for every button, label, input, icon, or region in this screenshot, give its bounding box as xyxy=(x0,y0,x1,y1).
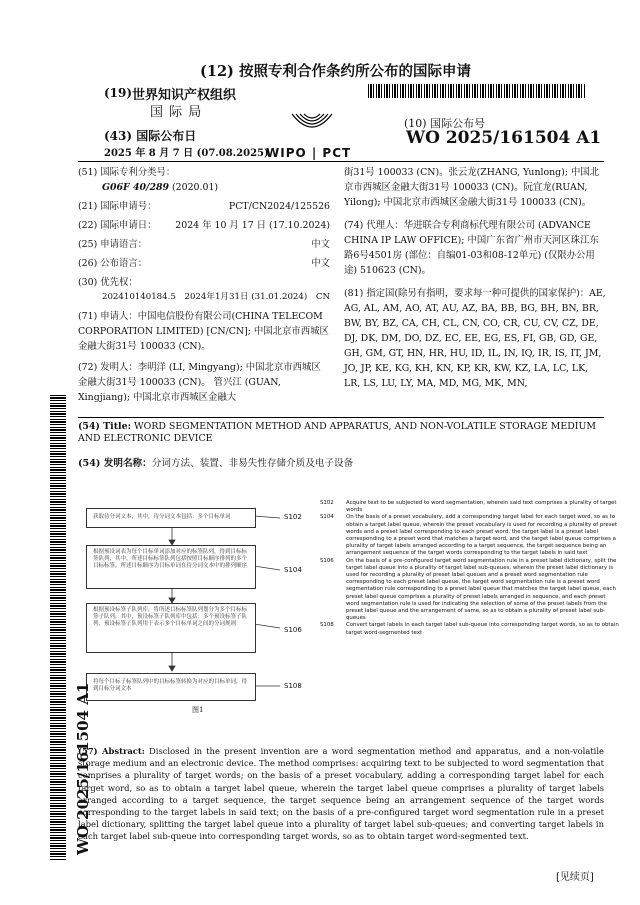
wipo-emblem-icon xyxy=(282,110,342,150)
side-pub-number: WO 2025/161504 A1 xyxy=(74,682,92,855)
filing-lang-label: (25) 申请语言： xyxy=(78,239,148,250)
flow-box-s104: 根据预设词表为每个目标单词添加对应的标签队列，得到目标标签队列，其中，所述目标标签队列包括按照目标顺序排列的多个目标标签，所述目标顺序为目标单词在待分词文本中的排列顺序 xyxy=(86,545,256,589)
class-label: (51) 国际专利分类号： xyxy=(78,167,176,178)
flow-label-s108: S108 xyxy=(284,682,302,690)
flow-box-s108: 将每个目标子标签队列中的目标标签转换为对应的目标单词，得到目标分词文本 xyxy=(86,673,256,701)
flow-label-s106: S106 xyxy=(284,626,302,634)
step-s108: S108 Convert target labels in each target label sub-queue into corresponding target words, so as to obtain target word-segmented text xyxy=(320,622,619,636)
priority-number: 202410140184.5 xyxy=(102,292,176,302)
abstract-label: (57) Abstract: xyxy=(78,746,145,756)
appno-value: PCT/CN2024/125526 xyxy=(228,201,330,212)
inventors-continued: 街31号 100033 (CN)。张云龙(ZHANG, Yunlong); 中国北京市西城区金融大街31号 100033 (CN)。阮宜龙(RUAN, Yilong); 中国北京市西城区金融大街31号 100033 (CN)。 xyxy=(344,167,600,208)
step-s106: S106 On the basis of a pre-configured target word segmentation rule in a preset label dictionary, split the target label queue into a plurality of target label sub-queues, wherein the preset label dictionary is used for recording a plurality of preset label queues and a preset word segmentation rule corresponding to each preset label queue, the target word segmentation rule is a preset word segmentation rule corresponding to a preset label queue that matches the target label queue, each preset label queue comprises a plurality of preset labels arranged in sequence, and each preset word segmentation rule is used for indicating the selection of some of the preset labels from the preset label queue and the arrangement of same, so as to obtain a plurality of preset label sub-queues xyxy=(320,557,617,622)
flow-label-s104: S104 xyxy=(284,566,302,574)
flow-box-s102: 获取待分词文本，其中，待分词文本包括：多个目标单词 xyxy=(86,508,256,528)
barcode xyxy=(368,84,586,98)
agent: (74) 代理人：华进联合专利商标代理有限公司 (ADVANCE CHINA IP LAW OFFICE); 中国广东省广州市天河区珠江东路6号4501房 (部位：自编01-03和08-12单元) (仅限办公用途) 510623 (CN)。 xyxy=(344,220,599,276)
title-en xyxy=(78,421,604,445)
pub-number: WO 2025/161504 A1 xyxy=(406,128,602,148)
wipo-pct-logo-text: WIPO | PCT xyxy=(266,146,352,160)
designated-states: (81) 指定国(除另有指明，要求每一种可提供的国家保护)：AE, AG, AL, AM, AO, AT, AU, AZ, BA, BB, BG, BH, BN, BR, BW, BY, BZ, CA, CH, CL, CN, CO, CR, CU, CV, CZ, DE, DJ, DK, DM, DO, DZ, EC, EE, EG, ES, FI, GB, GD, GE, GH, GM, GT, HN, HR, HU, ID, IL, IN, IQ, IR, IS, IT, JM, JO, JP, KE, KG, KH, KN, KP, KR, KW, KZ, LA, LC, LK, LR, LS, LU, LY, MA, MD, MG, MK, MN, xyxy=(344,288,606,389)
step-legend xyxy=(320,500,620,637)
priority-date: 2024年1月31日 (31.01.2024) xyxy=(184,292,308,302)
title-zh-text: 分词方法、装置、非易失性存储介质及电子设备 xyxy=(151,458,354,469)
org-name: 世界知识产权组织 xyxy=(132,88,237,103)
class-value: G06F 40/289 xyxy=(102,182,170,193)
priority-country: CN xyxy=(315,292,330,302)
pub-lang-label: (26) 公布语言： xyxy=(78,258,148,269)
title-en-label: (54) Title: xyxy=(78,421,132,432)
flow-label-s102: S102 xyxy=(284,513,302,521)
pub-date: 2025 年 8 月 7 日 (07.08.2025) xyxy=(104,148,269,159)
figure-caption: 图1 xyxy=(192,706,204,714)
applicant: (71) 申请人：中国电信股份有限公司(CHINA TELECOM CORPORATION LIMITED) [CN/CN]; 中国北京市西城区金融大街31号 100033 (CN)。 xyxy=(78,311,329,352)
side-barcode xyxy=(50,395,66,860)
appno-label: (21) 国际申请号： xyxy=(78,201,157,212)
filing-value: 2024 年 10 月 17 日 (17.10.2024) xyxy=(175,220,330,231)
left-biblio xyxy=(78,165,330,405)
pub-no-label: (10) 国际公布号 xyxy=(404,117,486,130)
class-year: (2020.01) xyxy=(172,182,219,193)
wipo-logo xyxy=(282,110,342,150)
title-zh xyxy=(78,455,604,469)
inventors: (72) 发明人：李明洋 (LI, Mingyang); 中国北京市西城区金融大街31号 100033 (CN)。 管兴江 (GUAN, Xingjiang); 中国北京市西城区金融大 xyxy=(78,362,321,403)
abstract-text: Disclosed in the present invention are a word segmentation method and apparatus, and a non-volatile storage medium and an electronic device. The method comprises: acquiring text to be subjected to word segmentation that comprises a plurality of target words; on the basis of a preset vocabulary, adding a corresponding target label for each target word, so as to obtain a target label queue, wherein the target label queue comprises a plurality of target labels arranged according to a target sequence, the target sequence being an arrangement sequence of the target words corresponding to the target labels in said text; on the basis of a pre-configured target word segmentation rule in a preset label dictionary, splitting the target label queue into a plurality of target label sub-queues; and converting target labels in each target label sub-queue into corresponding target words, so as to obtain target word-segmented text. xyxy=(78,746,604,842)
org-code: (19) xyxy=(104,86,133,100)
priority-label: (30) 优先权： xyxy=(78,277,138,288)
filing-lang-value: 中文 xyxy=(311,239,330,250)
step-s104: S104 On the basis of a preset vocabulary, add a corresponding target label for each target word, so as to obtain a target label queue, wherein the preset vocabulary is used for recording a plurality of preset words and a preset label corresponding to each preset word, the target label is a preset label corresponding to a preset word that matches a target word, and the target label queue comprises a plurality of target labels arranged according to a target sequence, the target sequence being an arrangement sequence of the target words corresponding to the target labels in said text xyxy=(320,514,617,557)
continued-note: [见续页] xyxy=(556,872,594,883)
title-divider xyxy=(78,417,604,418)
title-zh-label: (54) 发明名称： xyxy=(78,458,152,469)
flow-box-s106: 根据预设标签子队列库，将所述目标标签队列划分为多个目标标签子队列，其中，预设标签子队列库中包括：多个预设标签子队列，预设标签子队列用于表示多个目标单词之间的分词规则 xyxy=(86,603,256,653)
title-en-text: WORD SEGMENTATION METHOD AND APPARATUS, AND NON-VOLATILE STORAGE MEDIUM AND ELECTRONIC DEVICE xyxy=(78,421,596,444)
pub-date-label: (43) 国际公布日 xyxy=(104,129,197,143)
header-divider xyxy=(78,161,604,162)
abstract xyxy=(78,745,604,843)
document-title: (12) 按照专利合作条约所公布的国际申请 xyxy=(200,63,471,80)
org-bureau: 国 际 局 xyxy=(150,105,203,120)
pub-lang-value: 中文 xyxy=(311,258,330,269)
right-biblio xyxy=(344,165,606,391)
filing-label: (22) 国际申请日： xyxy=(78,220,157,231)
step-s102: S102 Acquire text to be subjected to word segmentation, wherein said text comprises a plurality of target words xyxy=(320,500,617,514)
